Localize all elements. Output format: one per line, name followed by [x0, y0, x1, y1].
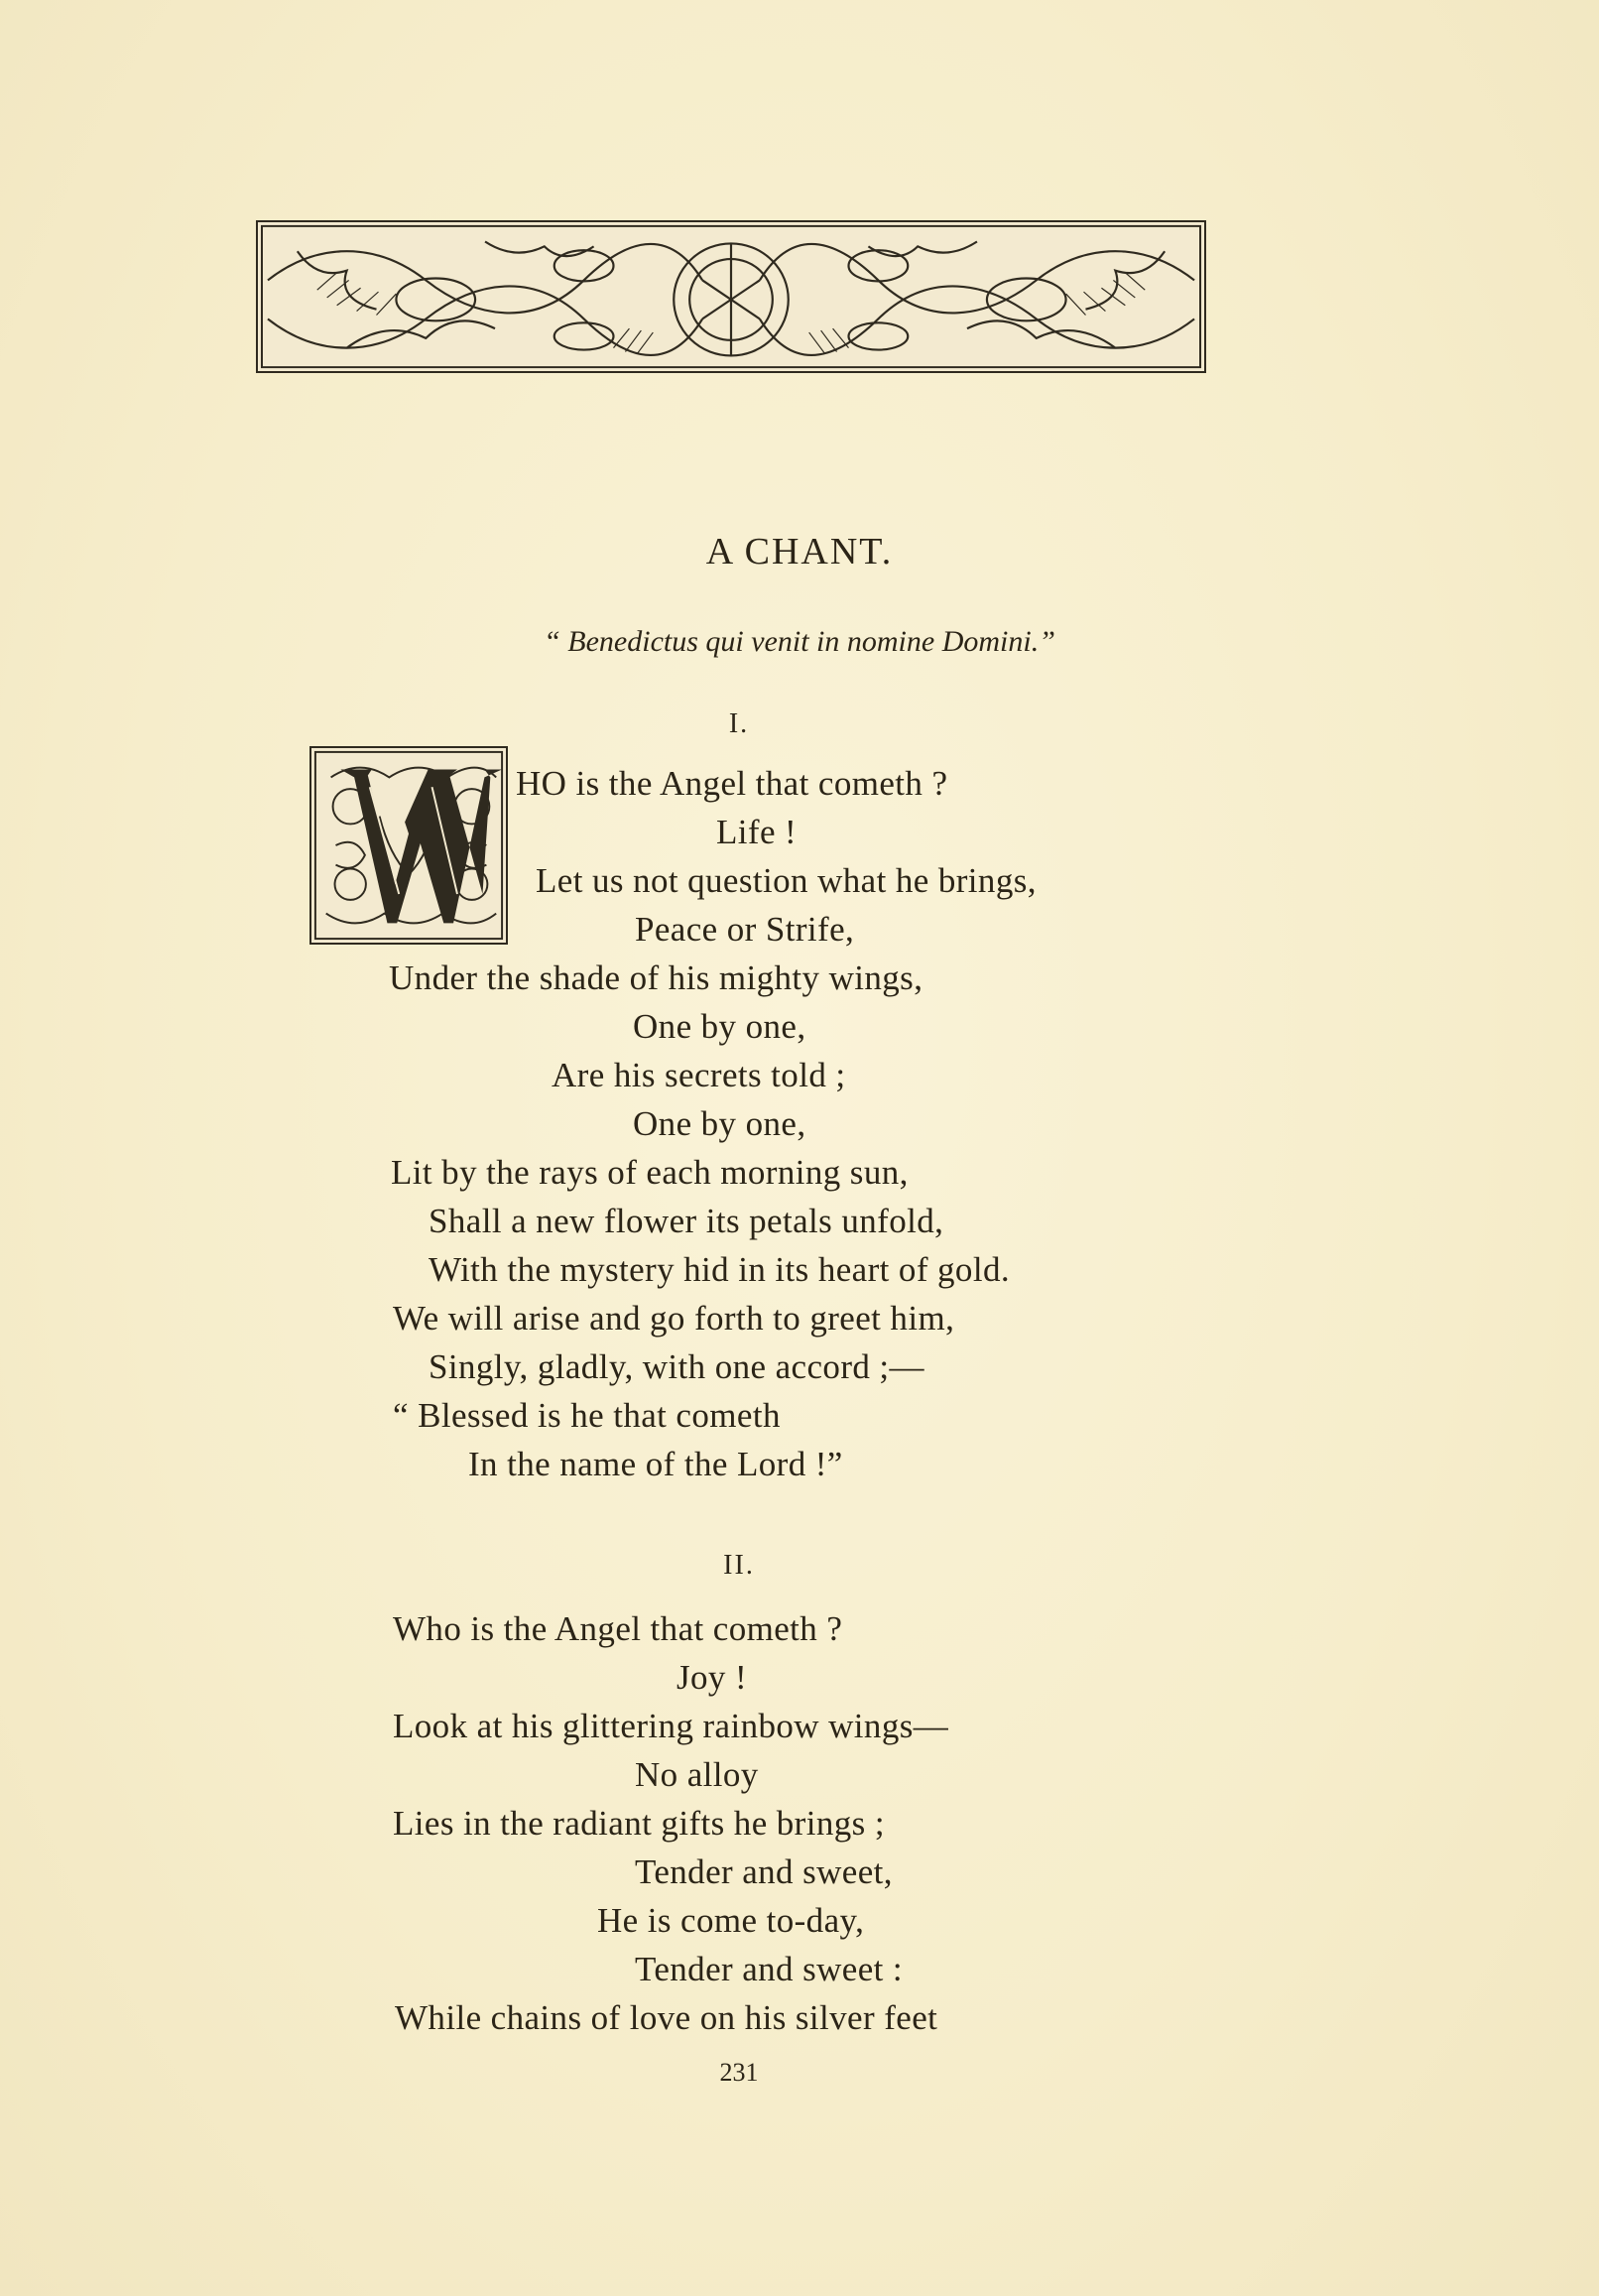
decorated-initial-w [309, 746, 508, 945]
floral-ornament-icon [258, 222, 1204, 371]
poem-line: Let us not question what he brings, [536, 861, 1037, 900]
poem-title: A CHANT. [705, 531, 894, 573]
epigraph: “ Benedictus qui venit in nomine Domini.” [544, 625, 1055, 658]
poem-line: Life ! [716, 813, 798, 851]
poem-line: Lies in the radiant gifts he brings ; [393, 1804, 885, 1843]
poem-line: No alloy [635, 1755, 759, 1794]
poem-line: He is come to-day, [597, 1901, 865, 1940]
poem-line: Singly, gladly, with one accord ;— [429, 1347, 924, 1386]
ornamental-headpiece [256, 220, 1206, 373]
poem-line: One by one, [633, 1104, 806, 1143]
poem-line: In the name of the Lord !” [468, 1445, 843, 1483]
section-numeral-1: I. [728, 708, 750, 739]
poem-line: Shall a new flower its petals unfold, [429, 1202, 944, 1240]
poem-line: One by one, [633, 1007, 806, 1046]
poem-line: Are his secrets told ; [552, 1056, 846, 1094]
poem-line: Tender and sweet, [635, 1852, 893, 1891]
poem-line: Joy ! [676, 1658, 748, 1697]
poem-line: Tender and sweet : [635, 1950, 904, 1988]
poem-line: Look at his glittering rainbow wings— [393, 1707, 949, 1745]
poem-line: We will arise and go forth to greet him, [393, 1299, 955, 1338]
page-number: 231 [719, 2058, 759, 2087]
poem-line: Under the shade of his mighty wings, [389, 958, 923, 997]
poem-line: “ Blessed is he that cometh [393, 1396, 781, 1435]
poem-line: HO is the Angel that cometh ? [516, 764, 948, 803]
poem-line: Peace or Strife, [635, 910, 855, 949]
decorated-initial-w-icon [311, 748, 506, 943]
poem-line: With the mystery hid in its heart of gold. [429, 1250, 1010, 1289]
poem-line: Who is the Angel that cometh ? [393, 1609, 843, 1648]
poem-line: Lit by the rays of each morning sun, [391, 1153, 909, 1192]
poem-line: While chains of love on his silver feet [395, 1998, 938, 2037]
section-numeral-2: II. [723, 1550, 755, 1581]
